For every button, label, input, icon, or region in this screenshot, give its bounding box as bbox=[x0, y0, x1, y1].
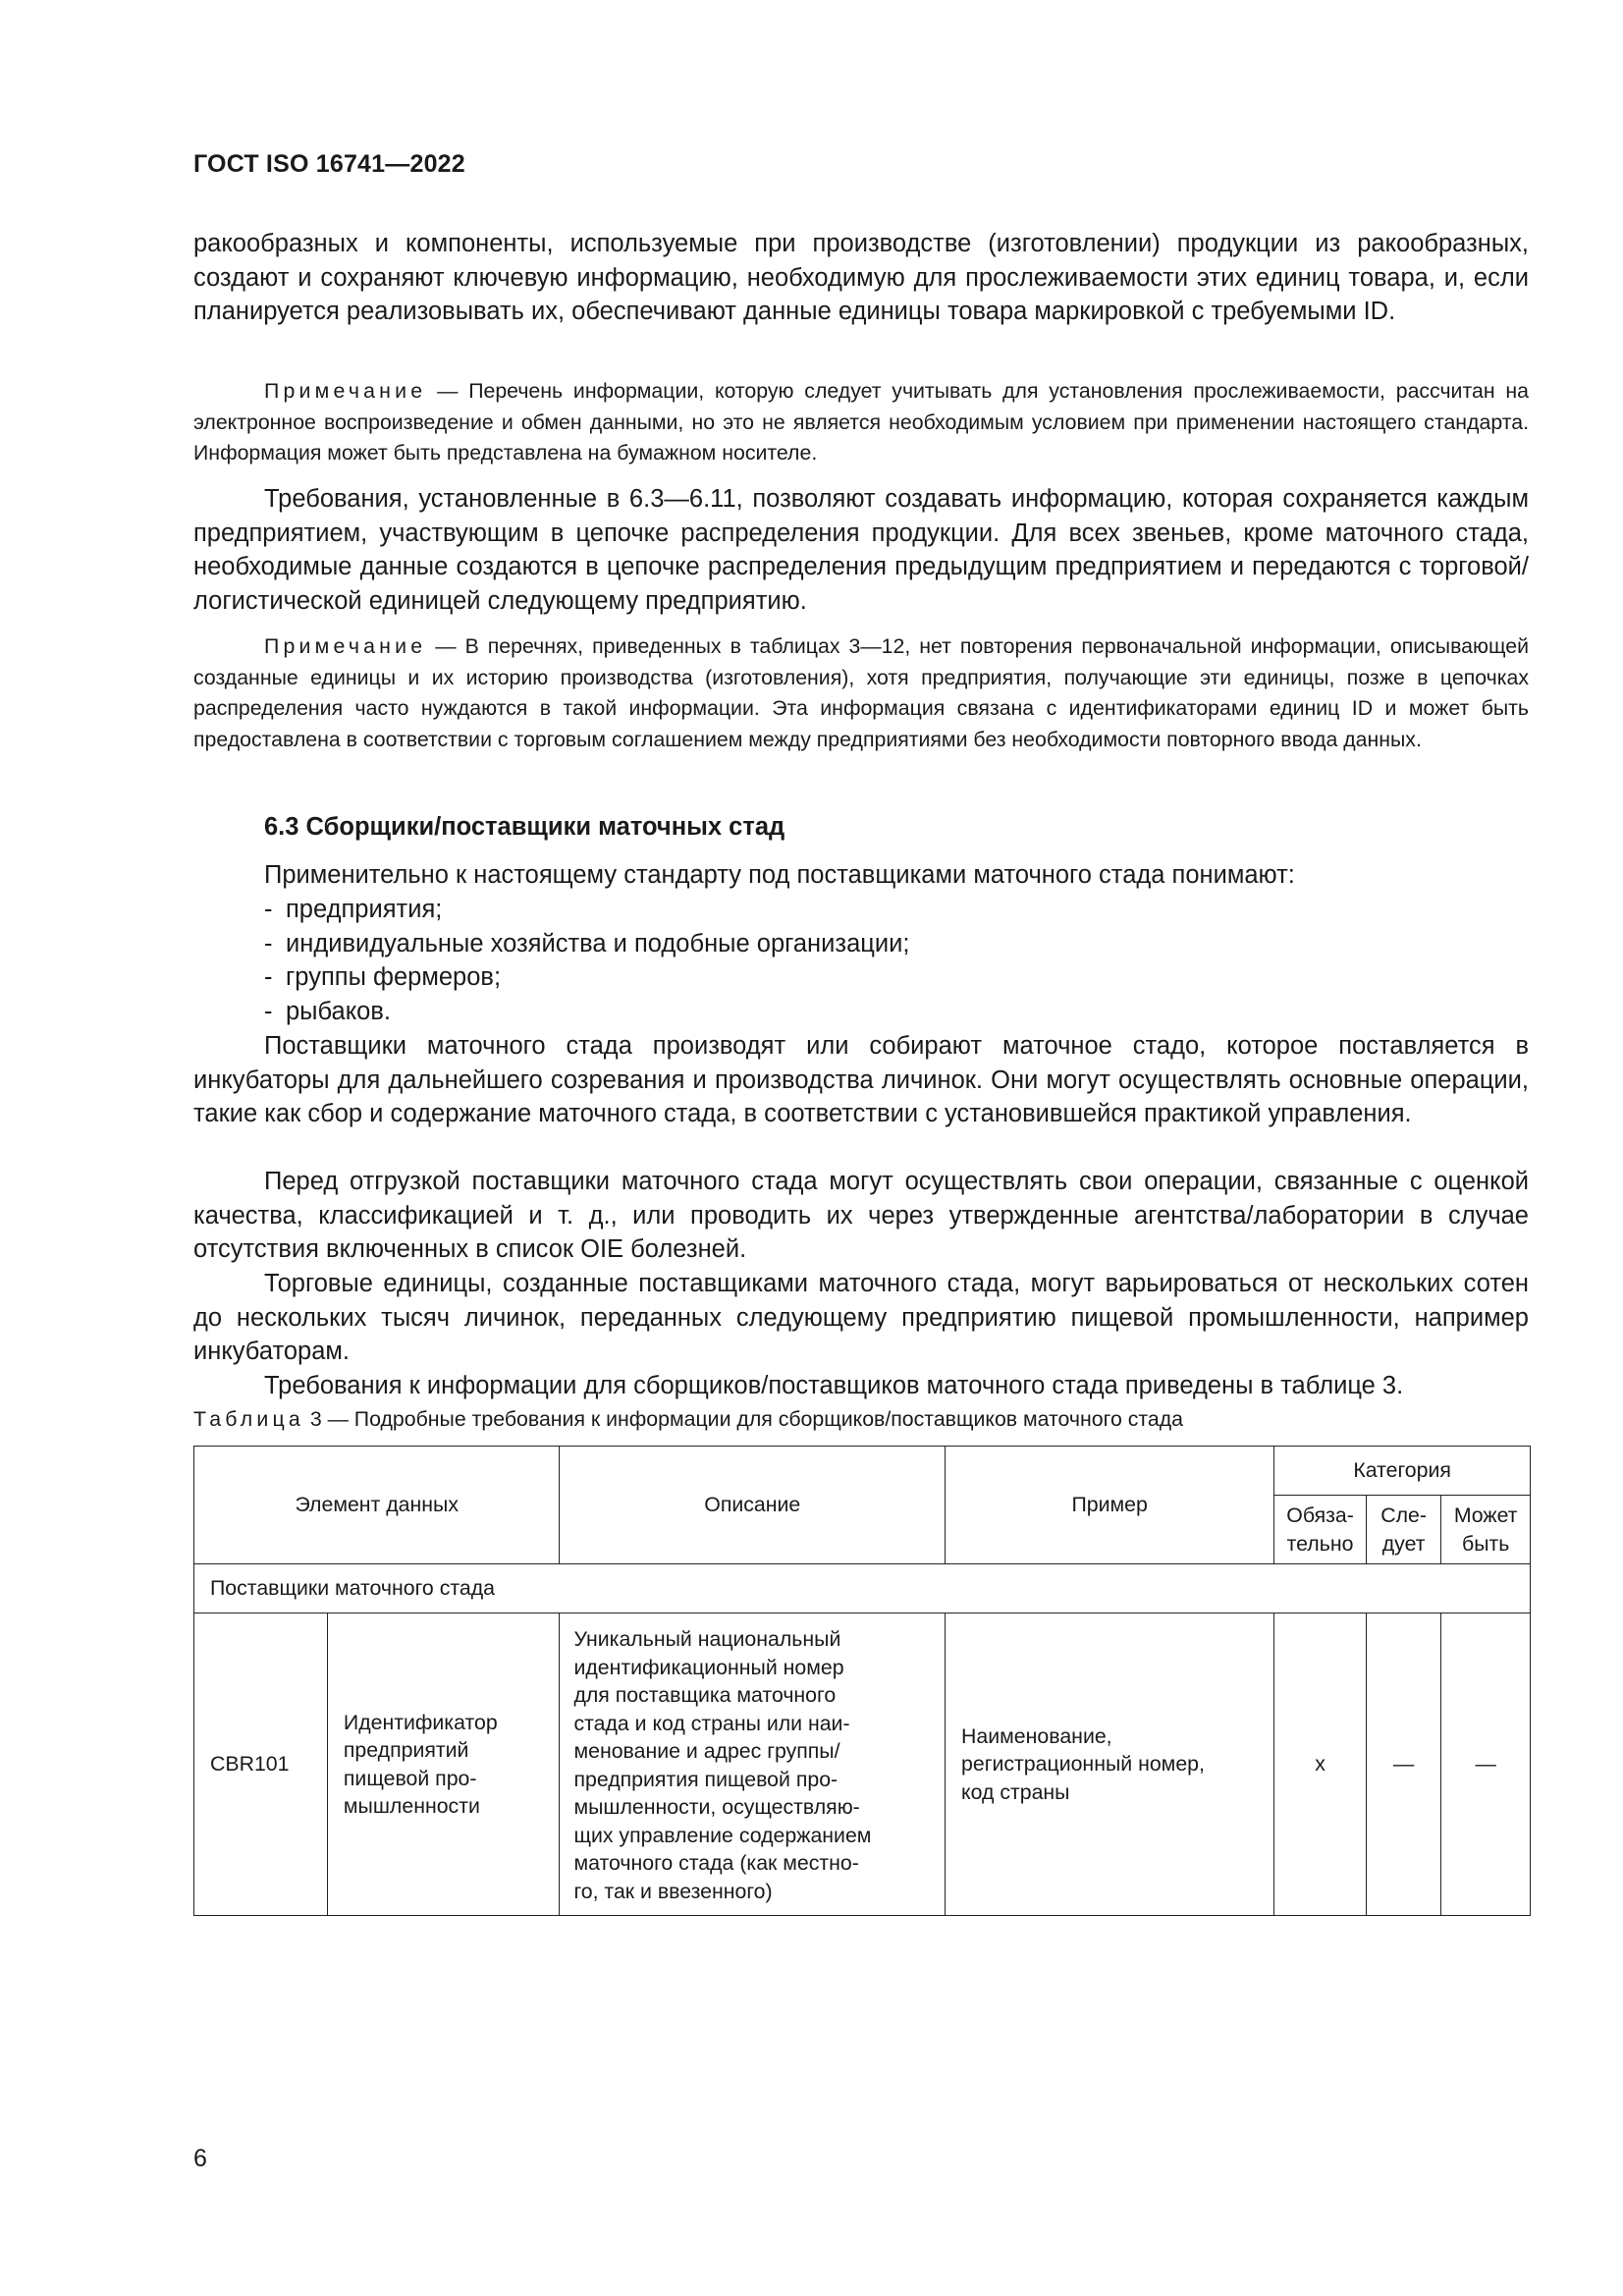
cell-mandatory: x bbox=[1274, 1613, 1367, 1916]
paragraph-continuation: ракообразных и компоненты, используемые при производстве (изготовлении) продукции из ракообразных, создают и сохраняют ключевую информацию, необходимую для прослеживаемости этих единиц товара, и, если планируется реализовывать их, обеспечивают данные единицы товара маркировкой с требуемыми ID. bbox=[193, 230, 1529, 326]
cell-element-name: Идентификатор предприятий пищевой про- мышленности bbox=[327, 1613, 560, 1916]
list-item: - индивидуальные хозяйства и подобные организации; bbox=[264, 929, 910, 957]
paragraph-before-shipment: Перед отгрузкой поставщики маточного стада могут осуществлять свои операции, связанные с оценкой качества, классификацией и т. д., или проводить их через утвержденные агентства/лаборатории в случае отсутствия включенных в список OIE болезней. bbox=[193, 1168, 1529, 1264]
header-example: Пример bbox=[946, 1447, 1274, 1564]
table-row bbox=[194, 1613, 1531, 1916]
paragraph-trade-units: Торговые единицы, созданные поставщиками маточного стада, могут варьироваться от нескольких сотен до нескольких тысяч личинок, переданных следующему предприятию пищевой промышленности, например инкубаторам. bbox=[193, 1270, 1529, 1366]
header-description: Описание bbox=[560, 1447, 946, 1564]
note-2-label: Примечание bbox=[264, 634, 427, 658]
table-caption-label: Таблица bbox=[193, 1407, 304, 1431]
header-mandatory: Обяза- тельно bbox=[1274, 1496, 1367, 1564]
cell-example: Наименование, регистрационный номер, код страны bbox=[946, 1613, 1274, 1916]
page-number: 6 bbox=[193, 2145, 207, 2172]
note-2 bbox=[193, 631, 1529, 755]
paragraph-suppliers-produce: Поставщики маточного стада производят или собирают маточное стадо, которое поставляется в инкубаторы для дальнейшего созревания и производства личинок. Они могут осуществлять основные операции, такие как сбор и содержание маточного стада, в соответствии с установившейся практикой управления. bbox=[193, 1032, 1529, 1128]
header-should: Сле- дует bbox=[1366, 1496, 1441, 1564]
list-item: - предприятия; bbox=[264, 896, 443, 923]
document-header: ГОСТ ISO 16741—2022 bbox=[193, 150, 465, 178]
cell-should: — bbox=[1366, 1613, 1441, 1916]
note-2-text: — В перечнях, приведенных в таблицах 3—12, нет повторения первоначальной информации, описывающей созданные единицы и их историю производства (изготовления), хотя предприятия, получающие эти единицы, позже в цепочках распределения часто нуждаются в такой информации. Эта информация связана с идентификаторами единиц ID и может быть предоставлена в соответствии с торговым соглашением между предприятиями без необходимости повторного ввода данных. bbox=[193, 634, 1529, 751]
note-1-label: Примечание bbox=[264, 379, 427, 403]
cell-description: Уникальный национальный идентификационный номер для поставщика маточного стада и код страны или наи- менование и адрес группы/ предприятия пищевой про- мышленности, осуществляю- щих управление содержанием маточного стада (как местно- го, так и ввезенного) bbox=[560, 1613, 946, 1916]
list-item: - рыбаков. bbox=[264, 997, 391, 1025]
group-row: Поставщики маточного стада bbox=[194, 1564, 1531, 1613]
note-1 bbox=[193, 376, 1529, 469]
supplier-list bbox=[264, 893, 909, 1028]
section-heading: 6.3 Сборщики/поставщики маточных стад bbox=[264, 813, 785, 841]
section-intro: Применительно к настоящему стандарту под поставщиками маточного стада понимают: bbox=[264, 861, 1295, 889]
header-may: Может быть bbox=[1441, 1496, 1531, 1564]
paragraph-requirements: Требования, установленные в 6.3—6.11, позволяют создавать информацию, которая сохраняется каждым предприятием, участвующим в цепочке распределения продукции. Для всех звеньев, кроме маточного стада, необходимые данные создаются в цепочке распределения предыдущим предприятием и передаются с торговой/логистической единицей следующему предприятию. bbox=[193, 485, 1529, 615]
requirements-table bbox=[193, 1446, 1531, 1916]
cell-may: — bbox=[1441, 1613, 1531, 1916]
note-1-text: — Перечень информации, которую следует учитывать для установления прослеживаемости, рассчитан на электронное воспроизведение и обмен данными, но это не является необходимым условием при применении настоящего стандарта. Информация может быть представлена на бумажном носителе. bbox=[193, 379, 1529, 465]
header-element: Элемент данных bbox=[194, 1447, 560, 1564]
paragraph-table-reference: Требования к информации для сборщиков/поставщиков маточного стада приведены в таблице 3. bbox=[264, 1372, 1404, 1399]
cell-code: CBR101 bbox=[194, 1613, 328, 1916]
list-item: - группы фермеров; bbox=[264, 963, 502, 992]
table-caption bbox=[193, 1407, 1183, 1432]
header-category: Категория bbox=[1274, 1447, 1531, 1496]
table-caption-text: 3 — Подробные требования к информации для сборщиков/поставщиков маточного стада bbox=[303, 1407, 1183, 1431]
